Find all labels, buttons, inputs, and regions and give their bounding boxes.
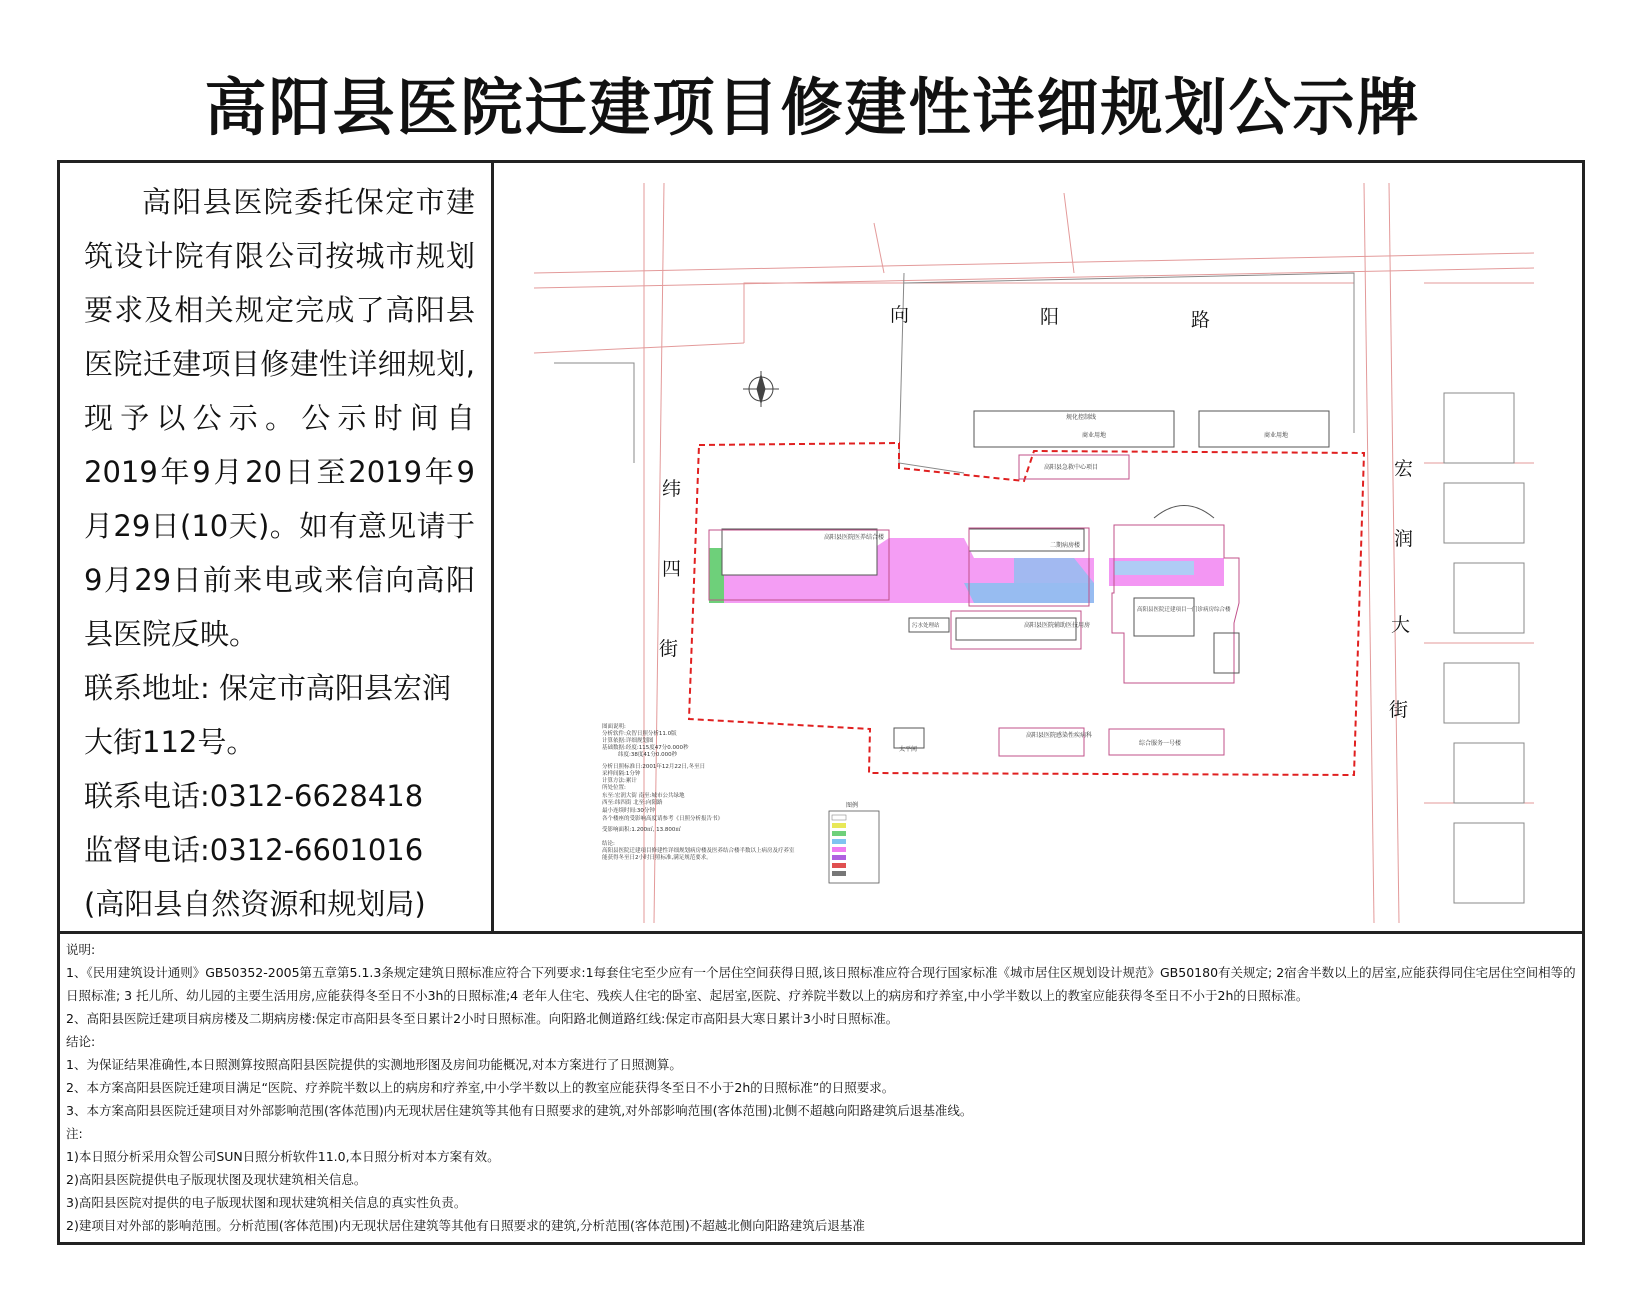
- info-line: 计算方法:累计: [602, 778, 637, 784]
- north-label-d: 高阳县急救中心项目: [1044, 464, 1099, 471]
- road-east-char-1: 宏: [1394, 458, 1414, 480]
- issuer: (高阳县自然资源和规划局): [84, 887, 426, 921]
- north-arrow-icon: [743, 371, 779, 407]
- nursing-label: 高阳县医院感染性疾病科: [1026, 732, 1093, 739]
- notice-board: [57, 160, 1585, 1245]
- info-line: 分析日照标准日:2001年12月22日,冬至日: [602, 764, 706, 770]
- outpatient-building: [1109, 506, 1239, 684]
- remark-item: 1)本日照分析采用众智公司SUN日照分析软件11.0,本日照分析对本方案有效。: [66, 1149, 500, 1164]
- south-buildings: [894, 728, 1224, 756]
- notice-body: 高阳县医院委托保定市建筑设计院有限公司按城市规划要求及相关规定完成了高阳县医院迁建项目修建性详细规划,现予以公示。公示时间自2019年9月20日至2019年9月29日(10天)。如有意见请于9月29日前来电或来信向高阳县医院反映。: [84, 185, 475, 651]
- auxiliary-label: 高阳县医院辅助医技用房: [1024, 622, 1091, 629]
- conclusion-item: 2、本方案高阳县医院迁建项目满足“医院、疗养院半数以上的病房和疗养室,中小学半数以上的教室应能获得冬至日不小于2h的日照标准”的日照要求。: [66, 1080, 895, 1095]
- project-boundary: [689, 443, 1364, 775]
- road-west-char-1: 纬: [662, 478, 682, 500]
- supervise-phone: 监督电话:0312-6601016: [84, 833, 424, 867]
- legend-title: 图例: [846, 802, 859, 809]
- contact-address: 联系地址: 保定市高阳县宏润大街112号。: [84, 671, 451, 759]
- conclusion-item: 3、本方案高阳县医院迁建项目对外部影响范围(客体范围)内无现状居住建筑等其他有日照要求的建筑,对外部影响范围(客体范围)北侧不超越向阳路建筑后退基准线。: [66, 1103, 973, 1118]
- road-east-char-3: 大: [1391, 614, 1411, 636]
- info-line: 图面说明:: [602, 724, 626, 730]
- outpatient-label: 高阳县医院迁建项目一门诊病房综合楼: [1137, 607, 1231, 613]
- road-north-char-3: 路: [1191, 309, 1211, 331]
- wastewater-label: 污水处理站: [912, 623, 940, 629]
- site-plan-drawing: [494, 163, 1582, 931]
- sunlight-legend: [829, 801, 879, 883]
- site-plan-map: [494, 163, 1582, 931]
- info-line: 所处位置:: [602, 785, 626, 791]
- north-label-a: 规化控制线: [1066, 414, 1097, 421]
- ward-complex: [709, 528, 1094, 606]
- road-east-char-4: 街: [1389, 699, 1409, 721]
- info-line: 能获得冬至日2小时日照标准,满足规范要求。: [602, 855, 712, 861]
- road-north-char-1: 向: [890, 304, 910, 326]
- remark-item: 2)建项目对外部的影响范围。分析范围(客体范围)内无现状居住建筑等其他有日照要求的建筑,分析范围(客体范围)不超越北侧向阳路建筑后退基准: [66, 1218, 865, 1233]
- explain-item: 2、高阳县医院迁建项目病房楼及二期病房楼:保定市高阳县冬至日累计2小时日照标准。向阳路北侧道路红线:保定市高阳县大寒日累计3小时日照标准。: [66, 1011, 899, 1026]
- road-labels: [659, 304, 1413, 721]
- info-line: 高阳县医院迁建项目修建性详细规划病房楼及医养结合楼半数以上病房及疗养室: [602, 848, 795, 854]
- ward-main-label: 高阳县医院医养结合楼: [824, 534, 885, 541]
- page-title: 高阳县医院迁建项目修建性详细规划公示牌: [204, 71, 1421, 144]
- info-line: 采样间隔:1分钟: [602, 771, 641, 777]
- info-line: 各个楼座的受影响高度请参考《日照分析报告书》: [602, 816, 724, 822]
- info-line: 东至:宏润大街 南至:城市公共绿地: [602, 793, 685, 799]
- road-east-char-2: 润: [1394, 528, 1414, 550]
- notice-panel: [60, 163, 494, 931]
- info-line: 西至:纬四街 北至:向阳路: [602, 800, 663, 806]
- road-west-char-2: 四: [662, 558, 682, 580]
- remark-item: 2)高阳县医院提供电子版现状图及现状建筑相关信息。: [66, 1172, 367, 1187]
- info-line: 结论:: [602, 841, 615, 847]
- north-label-c: 商业用地: [1264, 432, 1289, 439]
- info-line: 计算依据:详细规划图: [602, 738, 654, 744]
- auxiliary-building: [909, 611, 1090, 649]
- info-line: 受影响面积:1.200㎡, 13.800㎡: [602, 827, 681, 833]
- office-label: 综合服务一号楼: [1139, 740, 1182, 747]
- contact-phone: 联系电话:0312-6628418: [84, 779, 424, 813]
- ward-two-label: 二期病房楼: [1050, 542, 1081, 549]
- parcel-lines: [534, 183, 1534, 923]
- info-line: 分析软件:众智日照分析11.0版: [602, 731, 677, 737]
- boiler-label: 太平间: [899, 746, 918, 753]
- road-north-char-2: 阳: [1040, 306, 1060, 328]
- remarks-heading: 注:: [66, 1126, 83, 1141]
- north-label-b: 商业用地: [1082, 432, 1107, 439]
- map-info-block: [602, 722, 795, 861]
- explain-heading: 说明:: [66, 942, 96, 957]
- info-line: 纬度:38度41分0.000秒: [618, 752, 678, 758]
- remark-item: 3)高阳县医院对提供的电子版现状图和现状建筑相关信息的真实性负责。: [66, 1195, 467, 1210]
- info-line: 基础数据:经度:115度47分0.000秒: [602, 745, 689, 751]
- conclusion-heading: 结论:: [66, 1034, 96, 1049]
- notes-section: [60, 931, 1582, 1242]
- explain-item: 1、《民用建筑设计通则》GB50352-2005第五章第5.1.3条规定建筑日照标准应符合下列要求:1每套住宅至少应有一个居住空间获得日照,该日照标准应符合现行国家标准《城市居住区规划设计规范》GB50180有关规定; 2宿舍半数以上的居室,应能获得同住宅居住空间相等的日照标准; 3 托儿所、幼儿园的主要生活用房,应能获得冬至日不小3h的日照标准;4 老年人住宅、残疾人住宅的卧室、起居室,医院、疗养院半数以上的病房和疗养室,中小学半数以上的教室应能获得冬至日不小于2h的日照标准。: [66, 965, 1576, 1003]
- road-west-char-3: 街: [659, 638, 679, 660]
- info-line: 最小连续时间:30分钟: [602, 808, 655, 814]
- conclusion-item: 1、为保证结果准确性,本日照测算按照高阳县医院提供的实测地形图及房间功能概况,对本方案进行了日照测算。: [66, 1057, 682, 1072]
